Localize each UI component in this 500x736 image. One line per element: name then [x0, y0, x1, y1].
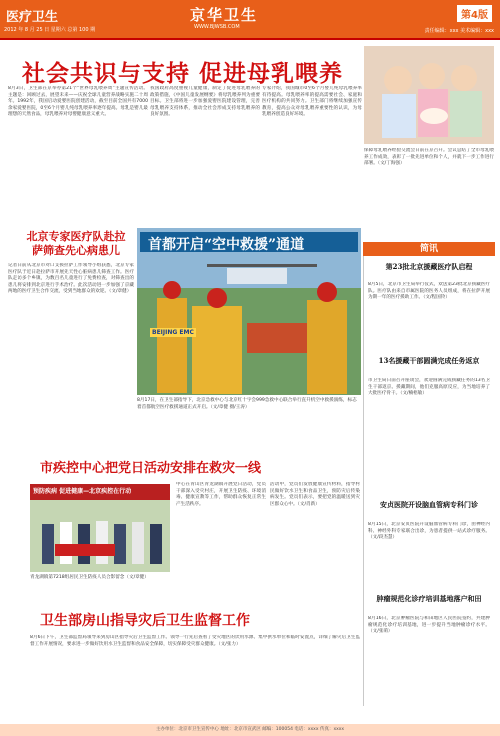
- lead-column-1: 8月3日，卫生部在京举办第21个“世界母乳喂养周”主题宣传活动。主题是：回顾过去，展望未来——庆祝全球儿童营养战略实施二十周年。1992年，我国启动爱婴医院创建活动，截至目前全国共有7000余家爱婴医院，0至6个月婴儿纯母乳喂养率逐年提高。母乳是婴儿最理想的天然食品，母乳喂养对母婴健康意义重大。: [8, 86, 148, 117]
- sidebar-top-text: 保障母乳喂养经验交流会日前在京召开。会议总结了全市母乳喂养工作成效，表彰了一批先进单位和个人，并就下一步工作进行部署。（文/丁海强）: [364, 148, 494, 166]
- editor-credits: 责任编辑：xxx 美术编辑：xxx: [424, 28, 494, 34]
- rescue-title: 首都开启“空中救援”通道: [148, 237, 305, 253]
- brief-item-body: 8月16日，北京肿瘤医院与和田地区人民医院签约，共建肿瘤规范化诊疗培训基地，进一步提升当地肿瘤诊疗水平。（文/张萌）: [368, 616, 490, 634]
- brief-item-title: 13名援藏干部圆满完成任务返京: [378, 356, 480, 365]
- party-story-title: 市疾控中心把党日活动安排在救灾一线: [40, 461, 262, 476]
- story1-body: 记者日前从北京市对口支援拉萨工作领导小组获悉，北京专家医疗队于近日赴拉萨市开展先天性心脏病患儿筛查工作。医疗队走访多个乡镇，为数百名儿童进行了免费检查，对筛查出的患儿将安排到北京进行手术治疗。此次活动进一步加强了京藏两地的医疗卫生合作交流，受到当地群众的欢迎。（文/章健）: [8, 263, 134, 294]
- story2-title: 卫生部房山指导灾后卫生监督工作: [40, 613, 250, 629]
- masthead-rule: [0, 38, 500, 40]
- rescue-vest-label: BEIJING EMC: [152, 329, 194, 336]
- page-footer: 主办单位：北京市卫生宣传中心 地址：北京市宣武区 邮编：100054 电话：xxxx 传真：xxxx: [0, 724, 500, 736]
- brief-item-body: 市卫生局日前召开座谈会，欢迎圆满完成援藏任务的13名卫生干部返京。援藏期间，他们克服高原反应，为当地培养了大批医疗骨干。（文/楠梧敏）: [368, 378, 490, 396]
- brief-item-title: 肿瘤规范化诊疗培训基地落户和田: [376, 594, 482, 603]
- party-photo-svg: [30, 484, 170, 572]
- brief-item-title: 安贞医院开设脑血管病专科门诊: [380, 500, 478, 509]
- party-column-1: 中心在青山区青龙湖镇开展党日活动，党员干部深入受灾村庄，开展卫生防疫、环境消毒、健康宣教等工作，帮助群众恢复正常生产生活秩序。: [176, 482, 266, 507]
- section-title: 医疗卫生: [6, 10, 59, 25]
- rescue-caption: 8月17日，在卫生部指导下，北京急救中心与北京红十字会999急救中心联合举行直升机空中救援演练，标志着首都航空医疗救援通道正式开启。（文/章健 摄/王涛）: [137, 398, 357, 410]
- lead-headline: 社会共识与支持 促进母乳喂养: [22, 60, 344, 87]
- brief-item-body: 8月5日，北京市卫生局举行仪式，欢送第23批北京援藏医疗队。医疗队由来自市属医院的医务人员组成，将在拉萨开展为期一年的医疗援助工作。（文/程国铃）: [368, 282, 490, 300]
- logo-subtitle: WWW.BJWSB.COM: [194, 24, 240, 30]
- mother-baby-photo: [364, 46, 494, 144]
- page-number: 第4版: [457, 5, 492, 22]
- party-column-2: 活动中，党员们发放健康宣传材料，指导村民做好饮水卫生和食品卫生，预防灾后传染病发生。党员们表示，要把党的温暖送到灾区群众心中。（文/肖新）: [270, 482, 360, 507]
- story1-title: 北京专家医疗队赴拉萨筛查先心病患儿: [26, 230, 126, 257]
- story2-body: 8月6日下午，卫生部监督局领导来到房山区指导灾后卫生监督工作。领导一行先后查看了受灾地区的饮用水源、集中供水单位和临时安置点，详细了解灾后卫生监督工作开展情况，要求进一步做好饮用水卫生监督和食品安全保障，切实保障受灾群众健康。（文/张力）: [30, 635, 360, 647]
- newspaper-logo: 京华卫生: [190, 6, 259, 24]
- issue-info: 2012 年 8 月 25 日 星期六 总第 100 期: [4, 27, 96, 33]
- party-banner-text: 预防疾病 促进健康—北京疾控在行动: [33, 488, 132, 495]
- brief-item-title: 第23批北京援藏医疗队启程: [385, 262, 473, 271]
- party-photo: [30, 484, 170, 572]
- lead-column-2: 我国政府高度重视儿童健康，制定了促进母乳喂养的政策措施，《中国儿童发展纲要》将母乳喂养列为重要目标。卫生部将进一步加强爱婴医院建设管理，完善母乳喂养支持体系，推动全社会形成支持母乳喂养的良好氛围。: [150, 86, 260, 117]
- mother-baby-photo-svg: [364, 46, 494, 144]
- brief-item-body: 8月15日，北京安贞医院开设脑血管病专科门诊，由神经内科、神经外科专家联合出诊，为患者提供一站式诊疗服务。（文/段杰慧）: [368, 522, 490, 540]
- party-caption: 青龙湖镇第7218组居民卫生防疫人员合影留念（文/章健）: [30, 575, 149, 580]
- lead-column-3: 专家介绍，我国城市0至6个月婴儿纯母乳喂养率有待提高。母乳喂养率的提高需要社会、家庭和医疗机构的共同努力。卫生部门将继续加强宣传教育，提高公众对母乳喂养重要性的认识，为母乳喂养创造良好环境。: [262, 86, 362, 117]
- masthead: [0, 0, 500, 38]
- briefs-header: 简讯: [363, 242, 495, 256]
